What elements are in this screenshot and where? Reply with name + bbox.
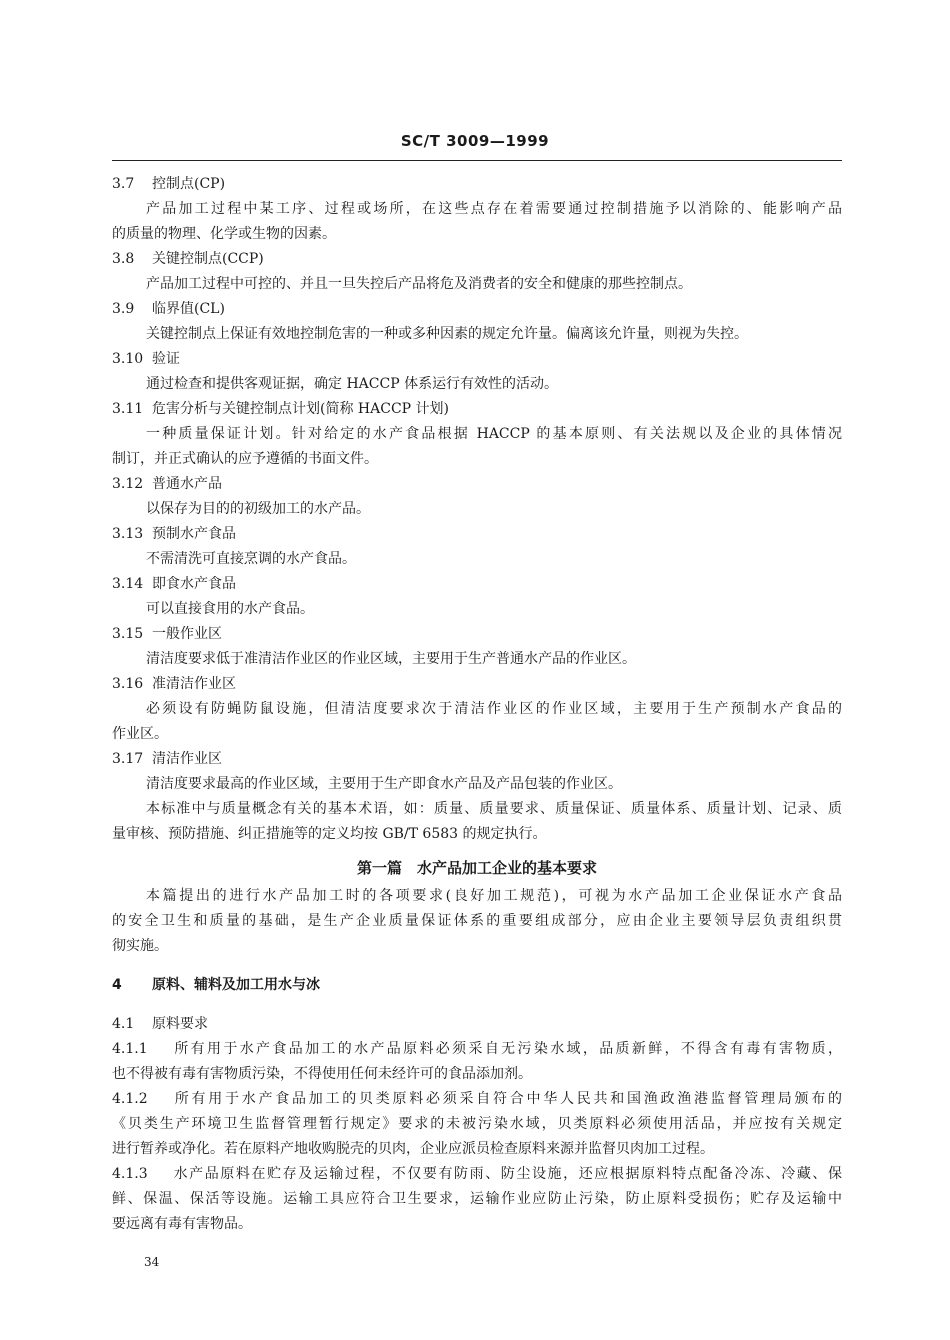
clause-line: 要远离有毒有害物品。	[112, 1216, 252, 1232]
term-definition-line: 作业区。	[112, 726, 168, 742]
term-number: 3.13	[112, 526, 144, 542]
chapter-title: 原料、辅料及加工用水与冰	[152, 977, 320, 993]
intro-line: 本篇提出的进行水产品加工时的各项要求(良好加工规范)，可视为水产品加工企业保证水产食品	[146, 888, 842, 904]
term-definition-line: 制订，并正式确认的应予遵循的书面文件。	[112, 451, 378, 467]
term-title: 准清洁作业区	[152, 676, 236, 692]
term-heading	[112, 347, 842, 372]
clauses-list	[112, 1037, 842, 1237]
term-heading	[112, 622, 842, 647]
document-body	[112, 172, 842, 1237]
clause-first-line	[112, 1037, 842, 1062]
clause-line: 也不得被有毒有害物质污染，不得使用任何未经许可的食品添加剂。	[112, 1066, 532, 1082]
clause-first-line	[112, 1162, 842, 1187]
term-title: 普通水产品	[152, 476, 222, 492]
term-number: 3.12	[112, 476, 144, 492]
subsection-title: 原料要求	[152, 1016, 208, 1032]
clause-number: 4.1.1	[112, 1041, 148, 1057]
term-title: 验证	[152, 351, 180, 367]
term-title: 控制点(CP)	[152, 176, 226, 192]
chapter-number: 4	[112, 977, 122, 993]
clause-first-line	[112, 1087, 842, 1112]
term-definition-line: 可以直接食用的水产食品。	[146, 601, 314, 617]
term-heading	[112, 572, 842, 597]
term-definition-line: 产品加工过程中可控的、并且一旦失控后产品将危及消费者的安全和健康的那些控制点。	[146, 276, 692, 292]
term-number: 3.16	[112, 676, 144, 692]
header-rule	[112, 160, 842, 161]
subsection-number: 4.1	[112, 1016, 135, 1032]
term-number: 3.8	[112, 251, 135, 267]
term-heading	[112, 172, 842, 197]
term-definition-line: 通过检查和提供客观证据，确定 HACCP 体系运行有效性的活动。	[146, 376, 559, 392]
term-definition-line: 产品加工过程中某工序、过程或场所，在这些点存在着需要通过控制措施予以消除的、能影响产品	[146, 201, 842, 217]
term-heading	[112, 747, 842, 772]
term-definition-line: 一种质量保证计划。针对给定的水产食品根据 HACCP 的基本原则、有关法规以及企业的具体情况	[146, 426, 842, 442]
term-heading	[112, 397, 842, 422]
closing-note-line: 本标准中与质量概念有关的基本术语，如：质量、质量要求、质量保证、质量体系、质量计划、记录、质	[146, 801, 842, 817]
term-definition-line: 以保存为目的的初级加工的水产品。	[146, 501, 370, 517]
chapter-heading	[112, 973, 842, 998]
clause-text: 所有用于水产食品加工的贝类原料必须采自符合中华人民共和国渔政渔港监督管理局颁布的	[172, 1091, 842, 1107]
terms-list	[112, 172, 842, 797]
term-number: 3.14	[112, 576, 144, 592]
term-title: 即食水产食品	[152, 576, 236, 592]
clause-text: 水产品原料在贮存及运输过程，不仅要有防雨、防尘设施，还应根据原料特点配备冷冻、冷藏、保	[172, 1166, 842, 1182]
term-title: 关键控制点(CCP)	[152, 251, 264, 267]
clause-line: 进行暂养或净化。若在原料产地收购脱壳的贝肉，企业应派员检查原料来源并监督贝肉加工过程。	[112, 1141, 714, 1157]
part-intro	[112, 884, 842, 959]
intro-line: 的安全卫生和质量的基础，是生产企业质量保证体系的重要组成部分，应由企业主要领导层负责组织贯	[112, 913, 842, 929]
term-definition-line: 不需清洗可直接烹调的水产食品。	[146, 551, 356, 567]
closing-note	[112, 797, 842, 847]
clause-number: 4.1.3	[112, 1166, 148, 1182]
term-definition-line: 清洁度要求低于准清洁作业区的作业区域，主要用于生产普通水产品的作业区。	[146, 651, 636, 667]
part-title: 第一篇 水产品加工企业的基本要求	[356, 859, 597, 877]
term-number: 3.17	[112, 751, 144, 767]
term-title: 临界值(CL)	[152, 301, 225, 317]
term-heading	[112, 522, 842, 547]
term-heading	[112, 297, 842, 322]
closing-note-line: 量审核、预防措施、纠正措施等的定义均按 GB/T 6583 的规定执行。	[112, 826, 547, 842]
term-heading	[112, 247, 842, 272]
term-number: 3.9	[112, 301, 135, 317]
term-definition-line: 必须设有防蝇防鼠设施，但清洁度要求次于清洁作业区的作业区域，主要用于生产预制水产食品的	[146, 701, 842, 717]
term-heading	[112, 472, 842, 497]
term-title: 一般作业区	[152, 626, 222, 642]
term-title: 危害分析与关键控制点计划(简称 HACCP 计划)	[152, 401, 449, 417]
term-number: 3.11	[112, 401, 144, 417]
clause-line: 鲜、保温、保活等设施。运输工具应符合卫生要求，运输作业应防止污染，防止原料受损伤；贮存及运输中	[112, 1191, 842, 1207]
intro-line: 彻实施。	[112, 938, 168, 954]
term-heading	[112, 672, 842, 697]
term-definition-line: 关键控制点上保证有效地控制危害的一种或多种因素的规定允许量。偏离该允许量，则视为失控。	[146, 326, 748, 342]
term-definition-line: 清洁度要求最高的作业区域，主要用于生产即食水产品及产品包装的作业区。	[146, 776, 622, 792]
term-title: 预制水产食品	[152, 526, 236, 542]
page-number: 34	[144, 1255, 160, 1269]
term-definition-line: 的质量的物理、化学或生物的因素。	[112, 226, 336, 242]
clause-text: 所有用于水产食品加工的水产品原料必须采自无污染水域，品质新鲜，不得含有毒有害物质，	[172, 1041, 842, 1057]
term-number: 3.10	[112, 351, 144, 367]
term-title: 清洁作业区	[152, 751, 222, 767]
clause-line: 《贝类生产环境卫生监督管理暂行规定》要求的未被污染水域，贝类原料必须使用活品，并应按有关规定	[112, 1116, 842, 1132]
term-number: 3.15	[112, 626, 144, 642]
standard-header: SC/T 3009—1999	[400, 132, 550, 150]
subsection-heading	[112, 1012, 842, 1037]
term-number: 3.7	[112, 176, 135, 192]
clause-number: 4.1.2	[112, 1091, 148, 1107]
